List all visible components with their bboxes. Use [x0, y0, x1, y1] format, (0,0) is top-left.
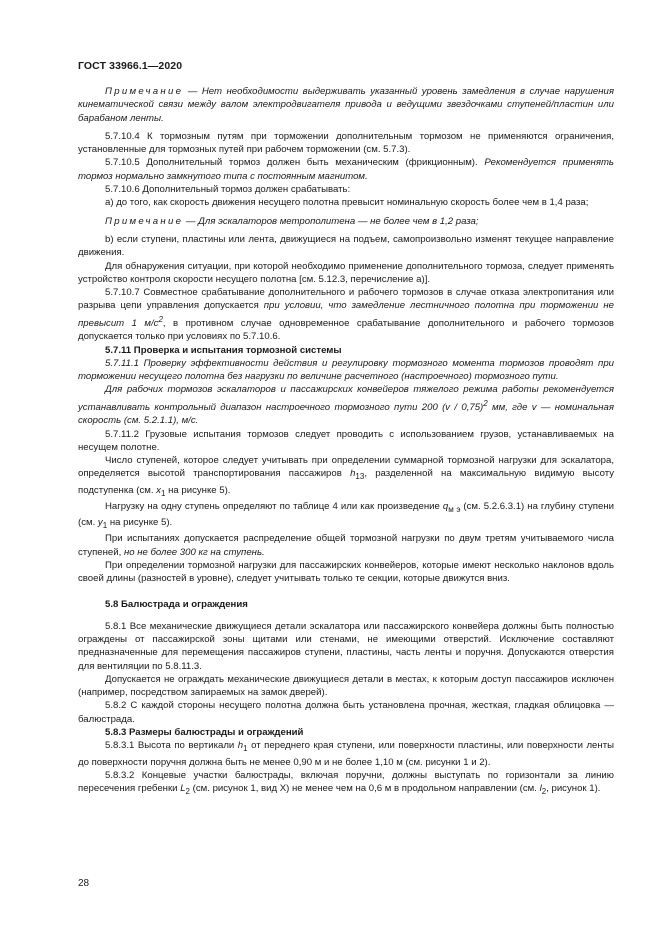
note-paragraph: Примечание — Для эскалаторов метрополитена — не более чем в 1,2 раза;: [105, 215, 479, 227]
paragraph-5-8-2: 5.8.2 С каждой стороны несущего полотна должна быть установлена прочная, жесткая, гладкая облицовка — балюстрада.: [78, 700, 614, 725]
paragraph-step-count: Число ступеней, которое следует учитывать при определении суммарной тормозной нагрузки для эскалатора, определяется высотой транспортирования пассажиров $h_{13}$, разделенной на максимальную видимую высоту подступенка (см. $x_1$ на рисунке 5).: [78, 455, 615, 498]
section-5-8-title: 5.8 Балюстрада и ограждения: [105, 599, 248, 611]
paragraph-step-load: Нагрузку на одну ступень определяют по таблице 4 или как произведение $q_{м э}$ (см. 5.2.6.3.1) на глубину ступени (см. $y_1$ на рисунке 5).: [78, 500, 614, 530]
paragraph-5-7-10-4: 5.7.10.4 К тормозным путям при торможении дополнительным тормозом не применяются ограничения, установленные для тормозных путей при рабочем торможении (см. 5.7.3).: [78, 130, 614, 156]
paragraph-5-7-10-5: 5.7.10.5 Дополнительный тормоз должен быть механическим (фрикционным). Рекомендуется применять тормоз нормально замкнутого типа с постоянным магнитом.: [78, 157, 614, 182]
section-5-7-11-title: 5.7.11 Проверка и испытания тормозной системы: [105, 344, 342, 356]
paragraph-heavy-duty: Для рабочих тормозов эскалаторов и пассажирских конвейеров тяжелого режима работы рекомендуется устанавливать контрольный диапазон настроечного тормозного пути 200 (v / 0,75)$^2$ мм, где v — номинальная скорость (см. 5.2.1.1), м/с.: [78, 384, 615, 427]
page-number: 28: [78, 878, 90, 889]
paragraph-5-7-10-7: 5.7.10.7 Совместное срабатывание дополнительного и рабочего тормозов в случае отказа электропитания или разрыва цепи управления допускается при условии, что замедление лестничного полотна при торможении не превысит 1 $м/с^2$, в противном случае одновременное срабатывание дополнительного и рабочего тормозов допускается только при условиях по 5.7.10.6.: [78, 287, 614, 343]
list-item-a: a) до того, как скорость движения несущего полотна превысит номинальную скорость более чем в 1,4 раза;: [105, 197, 589, 209]
paragraph-5-8-3-1: 5.8.3.1 Высота по вертикали $h_1$ от переднего края ступени, или поверхности пластины, или поверхности ленты до поверхности поручня должна быть не менее 0,90 м и не более 1,10 м (см. рисунки 1 и 2).: [78, 740, 614, 768]
paragraph-no-guard: Допускается не ограждать механические движущиеся детали в местах, к которым доступ пассажиров исключен (например, посредством запираемых на замок дверей).: [78, 673, 614, 699]
paragraph-5-8-3-2: 5.8.3.2 Концевые участки балюстрады, включая поручни, должны выступать по горизонтали за линию пересечения гребенки $L_2$ (см. рисунок 1, вид X) не менее чем на 0,6 м в продольном направлении (см. $l_2$, рисунок 1).: [78, 769, 614, 797]
note-paragraph: Примечание — Нет необходимости выдерживать указанный уровень замедления в случае нарушения кинематической связи между валом электродвигателя привода и ведущими звездочками ступеней/пластин или барабаном ленты.: [78, 86, 614, 124]
paragraph-5-7-11-2: 5.7.11.2 Грузовые испытания тормозов следует проводить с использованием грузов, устанавливаемых на несущем полотне.: [78, 428, 614, 453]
list-item-b: b) если ступени, пластины или лента, движущиеся на подъем, самопроизвольно изменят текущее направление движения.: [78, 233, 614, 259]
document-header: ГОСТ 33966.1—2020: [78, 60, 183, 72]
paragraph-conveyor-load: При определении тормозной нагрузки для пассажирских конвейеров, которые имеют несколько наклонов вдоль своей длины (разностей в уровне), следует учитывать только те секции, которые движутся вниз.: [78, 559, 614, 585]
paragraph-5-7-11-1: 5.7.11.1 Проверку эффективности действия и регулировку тормозного момента тормозов проводят при торможении несущего полотна без нагрузки по величине расчетного (настроечного) тормозного пути.: [78, 357, 614, 383]
paragraph-5-7-10-6: 5.7.10.6 Дополнительный тормоз должен срабатывать:: [105, 184, 351, 196]
paragraph-detection: Для обнаружения ситуации, при которой необходимо применение дополнительного тормоза, следует применять устройство контроля скорости несущего полотна [см. 5.12.3, перечисление a)].: [78, 260, 614, 285]
document-body: [78, 85, 614, 798]
paragraph-load-distribution: При испытаниях допускается распределение общей тормозной нагрузки по двум третям учитываемого числа ступеней, но не более 300 кг на ступень.: [78, 533, 614, 558]
paragraph-5-8-1: 5.8.1 Все механические движущиеся детали эскалатора или пассажирского конвейера должны быть полностью ограждены от пассажирской зоны щитами или стенами, не имеющими отверстий. Исключение составляют предназначенные для перемещения пассажиров ступени, пластины, часть ленты и поручня. Допускаются отверстия для вентиляции по 5.8.11.3.: [78, 620, 614, 672]
section-5-8-3-title: 5.8.3 Размеры балюстрады и ограждений: [105, 727, 304, 739]
